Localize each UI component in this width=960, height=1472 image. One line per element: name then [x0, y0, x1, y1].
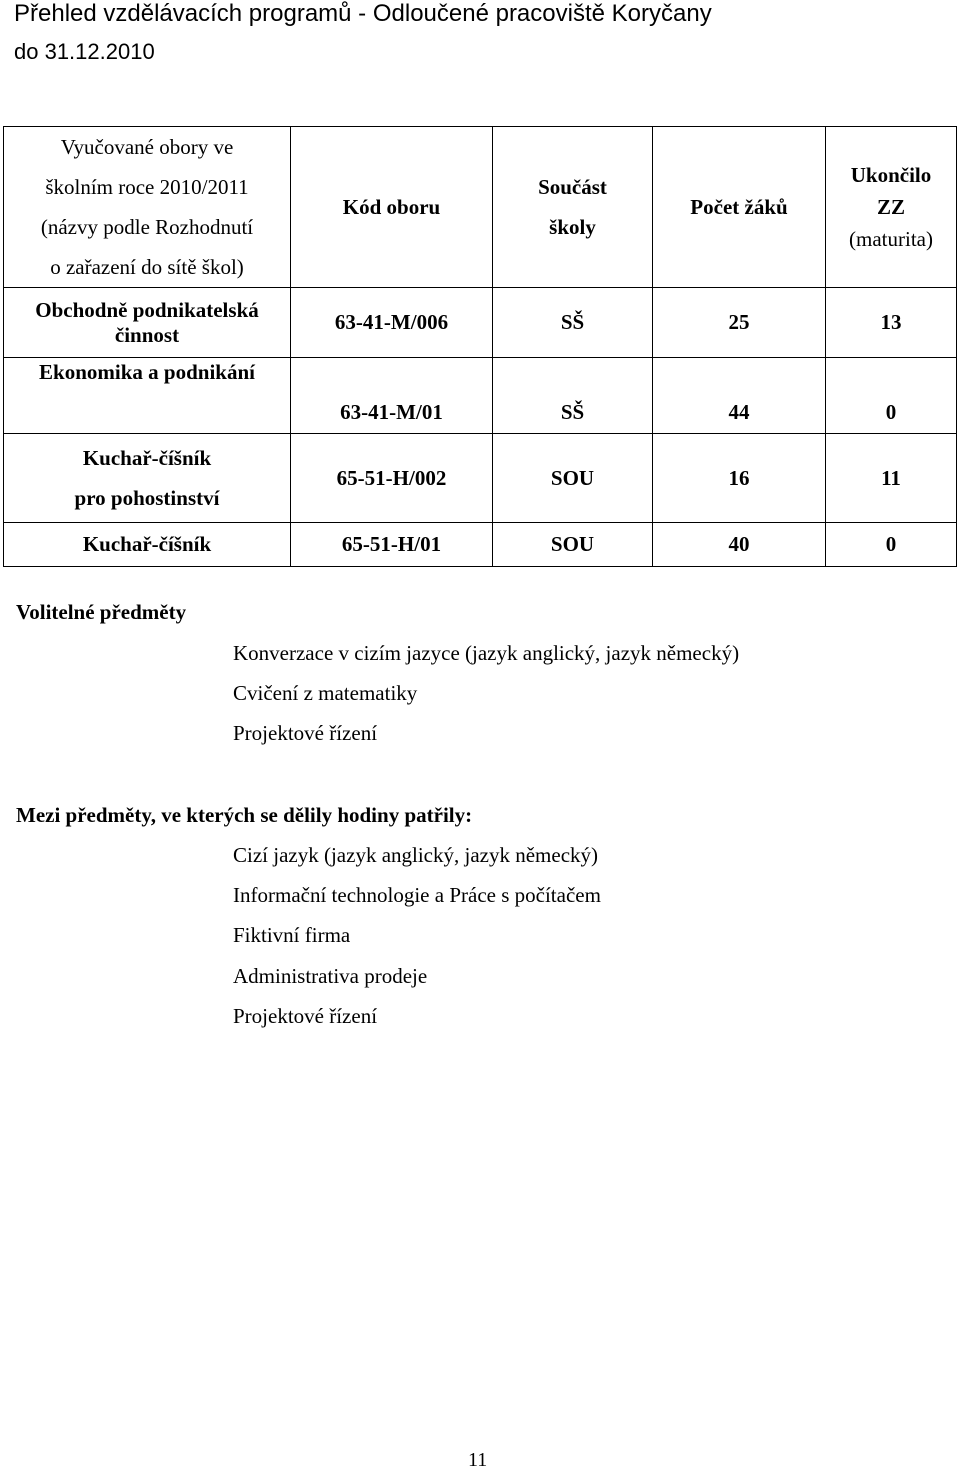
row-obor: Kuchař-číšník	[4, 523, 291, 567]
table-row	[4, 523, 957, 567]
list-item: Administrativa prodeje	[233, 964, 428, 988]
list-item: Projektové řízení	[233, 1004, 378, 1028]
table-row	[4, 358, 957, 434]
programs-table	[3, 126, 957, 567]
row-obor: Kuchař-číšník pro pohostinství	[4, 434, 291, 523]
header-kod: Kód oboru	[291, 127, 493, 288]
row-pocet: 16	[653, 434, 826, 523]
volitelne-heading: Volitelné předměty	[16, 600, 187, 624]
list-item: Konverzace v cizím jazyce (jazyk anglický, jazyk německý)	[233, 641, 740, 665]
list-item: Informační technologie a Práce s počítačem	[233, 883, 601, 907]
header-obory: Vyučované obory ve školním roce 2010/2011 (názvy podle Rozhodnutí o zařazení do sítě škol)	[4, 127, 291, 288]
list-item: Cizí jazyk (jazyk anglický, jazyk německý)	[233, 843, 599, 867]
row-soucast: SOU	[493, 523, 653, 567]
row-pocet: 25	[653, 288, 826, 358]
page-subtitle: do 31.12.2010	[14, 39, 155, 64]
row-obor: Ekonomika a podnikání	[4, 358, 291, 434]
row-pocet: 44	[653, 358, 826, 434]
table-row	[4, 288, 957, 358]
row-obor: Obchodně podnikatelská činnost	[4, 288, 291, 358]
header-ukoncilo: Ukončilo ZZ (maturita)	[826, 127, 957, 288]
list-item: Fiktivní firma	[233, 923, 351, 947]
page-title: Přehled vzdělávacích programů - Odloučené pracoviště Koryčany	[14, 0, 712, 27]
row-soucast: SŠ	[493, 288, 653, 358]
row-soucast: SŠ	[493, 358, 653, 434]
header-pocet: Počet žáků	[653, 127, 826, 288]
table-row	[4, 434, 957, 523]
row-kod: 65-51-H/002	[291, 434, 493, 523]
row-ukoncilo: 0	[826, 358, 957, 434]
page-number: 11	[468, 1449, 488, 1471]
row-ukoncilo: 0	[826, 523, 957, 567]
list-item: Cvičení z matematiky	[233, 681, 418, 705]
delene-heading: Mezi předměty, ve kterých se dělily hodiny patřily:	[16, 803, 473, 827]
row-ukoncilo: 13	[826, 288, 957, 358]
header-soucast: Součást školy	[493, 127, 653, 288]
row-soucast: SOU	[493, 434, 653, 523]
row-kod: 63-41-M/01	[291, 358, 493, 434]
row-kod: 63-41-M/006	[291, 288, 493, 358]
list-item: Projektové řízení	[233, 721, 378, 745]
table-header-row	[4, 127, 957, 288]
row-pocet: 40	[653, 523, 826, 567]
row-ukoncilo: 11	[826, 434, 957, 523]
row-kod: 65-51-H/01	[291, 523, 493, 567]
